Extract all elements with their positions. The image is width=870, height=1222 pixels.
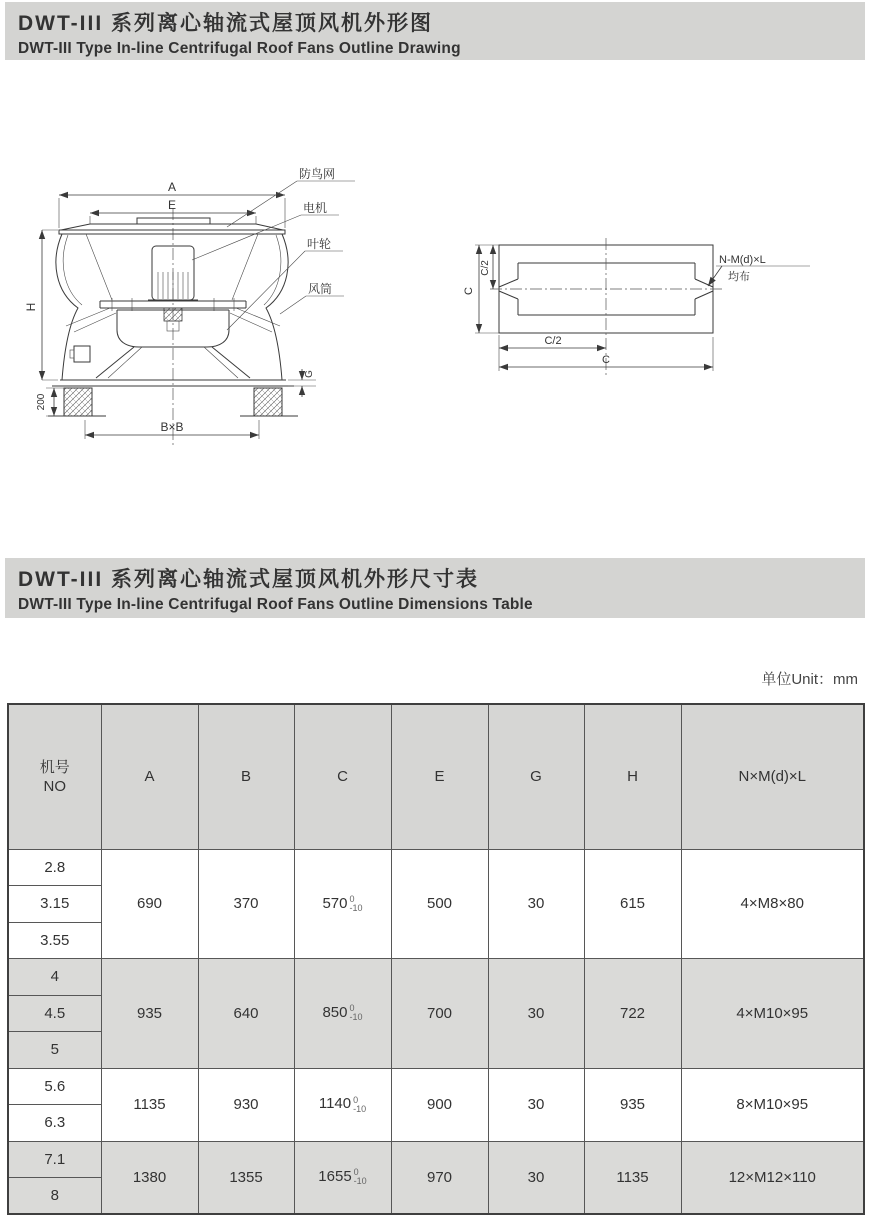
fan-shell (56, 234, 288, 380)
cell-g: 30 (488, 959, 584, 1069)
dimensions-table (7, 703, 865, 1215)
section2-title-en: DWT-III Type In-line Centrifugal Roof Fans Outline Dimensions Table (18, 596, 533, 613)
cell-g: 30 (488, 849, 584, 959)
dim-label-e: E (167, 198, 177, 212)
cell-no: 3.15 (8, 886, 101, 923)
junction-box (70, 346, 90, 362)
cell-no: 5 (8, 1032, 101, 1069)
cell-e: 700 (391, 959, 488, 1069)
cell-no: 2.8 (8, 849, 101, 886)
cell-no: 5.6 (8, 1068, 101, 1105)
duct-label: 风筒 (308, 282, 333, 296)
c-tolerance (354, 1168, 367, 1186)
cell-c (294, 849, 391, 959)
dim-label-a: A (167, 180, 177, 194)
section1-title-zh: DWT-III 系列离心轴流式屋顶风机外形图 (18, 12, 433, 35)
bird-net-label: 防鸟网 (299, 167, 336, 181)
c-value: 570 (322, 894, 348, 912)
c-tolerance (350, 1004, 363, 1022)
dimension-c-half-horizontal (499, 335, 606, 352)
dimension-200 (36, 388, 64, 416)
cell-a: 1135 (101, 1068, 198, 1141)
cell-a: 690 (101, 849, 198, 959)
dim-label-c-half-vertical: C/2 (480, 260, 491, 276)
cell-nml: 8×M10×95 (681, 1068, 864, 1141)
cell-e: 500 (391, 849, 488, 959)
cell-h: 615 (584, 849, 681, 959)
header-no-zh: 机号 (39, 758, 70, 776)
c-tol-sub: -10 (353, 1103, 367, 1114)
table-header-row (8, 704, 864, 849)
header-no (8, 704, 101, 849)
cell-h: 1135 (584, 1141, 681, 1214)
dimension-h (24, 230, 58, 380)
cell-c (294, 959, 391, 1069)
c-tolerance (353, 1096, 366, 1114)
cell-nml: 4×M10×95 (681, 959, 864, 1069)
cell-b: 930 (198, 1068, 294, 1141)
c-tol-sub: -10 (353, 1176, 367, 1187)
callout-bolt-holes (708, 254, 810, 286)
header-no-en: NO (43, 777, 66, 795)
table-row (8, 1068, 864, 1105)
header-a: A (101, 704, 198, 849)
cell-no: 7.1 (8, 1141, 101, 1178)
cell-c (294, 1068, 391, 1141)
dimension-bxb (85, 420, 259, 439)
section1-title-en: DWT-III Type In-line Centrifugal Roof Fans Outline Drawing (18, 40, 461, 57)
table-row (8, 959, 864, 996)
c-tol-sup: 0 (353, 1167, 359, 1178)
bolt-note-line1: N-M(d)×L (719, 254, 766, 266)
table-row (8, 849, 864, 886)
c-tol-sup: 0 (349, 1003, 355, 1014)
cell-nml: 4×M8×80 (681, 849, 864, 959)
header-b: B (198, 704, 294, 849)
section2-title-bar (5, 558, 865, 618)
cell-b: 640 (198, 959, 294, 1069)
dim-label-c-half-horizontal: C/2 (544, 335, 562, 347)
c-tol-sub: -10 (349, 902, 363, 913)
header-c: C (294, 704, 391, 849)
c-tol-sub: -10 (349, 1012, 363, 1023)
dim-label-h: H (24, 302, 38, 312)
motor-label: 电机 (303, 201, 328, 215)
dim-label-c-vertical: C (463, 287, 475, 295)
c-value: 1140 (318, 1095, 352, 1113)
header-g: G (488, 704, 584, 849)
dimension-e (90, 198, 256, 224)
cell-b: 370 (198, 849, 294, 959)
cell-nml: 12×M12×110 (681, 1141, 864, 1214)
impeller-label: 叶轮 (307, 237, 332, 251)
dim-label-bxb: B×B (160, 420, 184, 434)
fan-cap (59, 218, 285, 234)
section1-title-bar (5, 2, 865, 60)
cell-no: 4.5 (8, 995, 101, 1032)
bolt-note-line2: 均布 (728, 271, 750, 283)
base-plan-view-drawing (460, 225, 865, 390)
cell-a: 935 (101, 959, 198, 1069)
cell-h: 935 (584, 1068, 681, 1141)
fan-cross-section-drawing (22, 150, 357, 460)
dim-label-c-horizontal: C (602, 354, 610, 366)
c-value: 1655 (318, 1168, 352, 1186)
dim-label-g: G (304, 370, 315, 378)
cell-no: 8 (8, 1178, 101, 1215)
callout-bird-net (227, 166, 355, 227)
header-e: E (391, 704, 488, 849)
cell-c (294, 1141, 391, 1214)
header-h: H (584, 704, 681, 849)
cell-b: 1355 (198, 1141, 294, 1214)
cell-g: 30 (488, 1141, 584, 1214)
callout-duct (280, 282, 344, 314)
dim-label-200: 200 (36, 393, 47, 411)
c-tol-sup: 0 (353, 1094, 359, 1105)
cell-no: 6.3 (8, 1105, 101, 1142)
table-row (8, 1141, 864, 1178)
cell-no: 3.55 (8, 922, 101, 959)
cell-no: 4 (8, 959, 101, 996)
dimension-g (288, 369, 316, 397)
dimension-c-half-vertical (480, 245, 493, 289)
unit-note: 单位Unit：mm (761, 671, 858, 688)
c-value: 850 (322, 1004, 348, 1022)
cell-h: 722 (584, 959, 681, 1069)
section2-title-zh: DWT-III 系列离心轴流式屋顶风机外形尺寸表 (18, 568, 479, 591)
c-tol-sup: 0 (349, 893, 355, 904)
cell-e: 900 (391, 1068, 488, 1141)
header-nml: N×M(d)×L (681, 704, 864, 849)
cell-e: 970 (391, 1141, 488, 1214)
cell-g: 30 (488, 1068, 584, 1141)
c-tolerance (350, 895, 363, 913)
cell-a: 1380 (101, 1141, 198, 1214)
